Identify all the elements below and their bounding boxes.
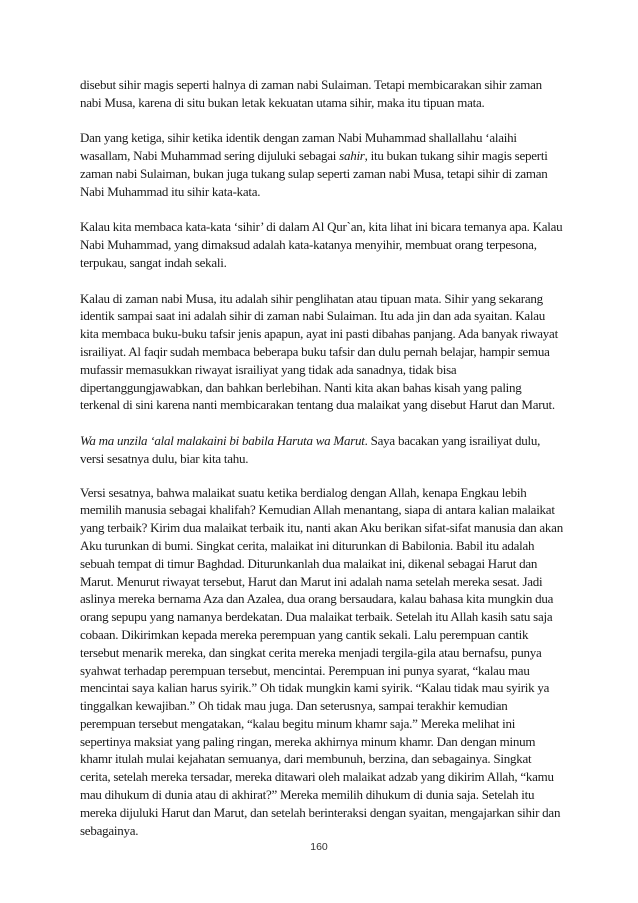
text-run: , itu bukan tukang sihir magis seperti zaman nabi Sulaiman, bukan juga tukang sulap seperti zaman nabi Musa, tetapi sihir di zaman Nabi Muhammad itu sihir kata-kata. [80,148,548,199]
paragraph [80,218,564,271]
text-run: Kalau kita membaca kata-kata ‘sihir’ di dalam Al Qur`an, kita lihat ini bicara temanya apa. Kalau Nabi Muhammad, yang dimaksud adalah kata-katanya menyihir, membuat orang terpesona, terpukau, sangat indah sekali. [80,219,563,270]
text-run: Kalau di zaman nabi Musa, itu adalah sihir penglihatan atau tipuan mata. Sihir yang sekarang identik sampai saat ini adalah sihir di zaman nabi Sulaiman. Itu ada jin dan ada syaitan. Kalau kita membaca buku-buku tafsir jenis apapun, ayat ini pasti dibahas panjang. Ada banyak riwayat israiliyat. Al faqir sudah membaca beberapa buku tafsir dan dulu pernah belajar, hampir semua mufassir memasukkan riwayat israiliyat yang tidak ada sanadnya, tidak bisa dipertanggungjawabkan, dan bahkan berlebihan. Nanti kita akan bahas kisah yang paling terkenal di sini karena nanti membicarakan tentang dua malaikat yang disebut Harut dan Marut. [80,290,558,413]
body-text [80,76,564,857]
paragraph [80,484,564,840]
text-run: Dan yang ketiga, sihir ketika identik dengan zaman Nabi Muhammad shallallahu ‘alaihi wasallam, Nabi Muhammad sering dijuluki sebagai [80,130,517,164]
page-number: 160 [310,841,328,853]
paragraph [80,76,564,112]
text-run: . Saya bacakan yang israiliyat dulu, versi sesatnya dulu, biar kita tahu. [80,432,541,466]
italic-text: sahir [339,148,365,164]
paragraph [80,129,564,200]
text-run: disebut sihir magis seperti halnya di zaman nabi Sulaiman. Tetapi membicarakan sihir zaman nabi Musa, karena di situ bukan letak kekuatan utama sihir, maka itu tipuan mata. [80,77,542,110]
paragraph [80,290,564,415]
paragraph [80,432,564,468]
text-run: Versi sesatnya, bahwa malaikat suatu ketika berdialog dengan Allah, kenapa Engkau lebih memilih manusia sebagai khalifah? Kemudian Allah menantang, siapa di antara kalian malaikat yang terbaik? Kirim dua malaikat terbaik itu, nanti akan Aku berikan sifat-sifat manusia dan akan Aku turunkan di bumi. Singkat cerita, malaikat ini diturunkan di Babilonia. Babil itu adalah sebuah tempat di timur Baghdad. Diturunkanlah dua malaikat ini, dikenal sebagai Harut dan Marut. Menurut riwayat tersebut, Harut dan Marut ini adalah nama setelah mereka sesat. Jadi aslinya mereka bernama Aza dan Azalea, dua orang bersaudara, kalau bahasa kita mungkin dua orang sepupu yang namanya berdekatan. Dua malaikat terbaik. Setelah itu Allah kasih satu saja cobaan. Dikirimkan kepada mereka perempuan yang cantik sekali. Lalu perempuan cantik tersebut menarik mereka, dan singkat cerita mereka menjadi tergila-gila atau bernafsu, punya syahwat terhadap perempuan tersebut, mencintai. Perempuan ini punya syarat, “kalau mau mencintai saya kalian harus syirik.” Oh tidak mungkin kami syirik. “Kalau tidak mau syirik ya tinggalkan kewajiban.” Oh tidak mau juga. Dan seterusnya, sampai terakhir kemudian perempuan tersebut mengatakan, “kalau begitu minum khamr saja.” Mereka melihat ini sepertinya maksiat yang paling ringan, mereka akhirnya minum khamr. Dan dengan minum khamr itulah mulai kejahatan semuanya, dari membunuh, berzina, dan sebagainya. Singkat cerita, setelah mereka tersadar, mereka ditawari oleh malaikat adzab yang dikirim Allah, “kamu mau dihukum di dunia atau di akhirat?” Mereka memilih dihukum di dunia saja. Setelah itu mereka dijuluki Harut dan Marut, dan setelah berinteraksi dengan syaitan, mengajarkan sihir dan sebagainya. [80,484,563,838]
italic-text: Wa ma unzila ‘alal malakaini bi babila Haruta wa Marut [80,432,365,448]
